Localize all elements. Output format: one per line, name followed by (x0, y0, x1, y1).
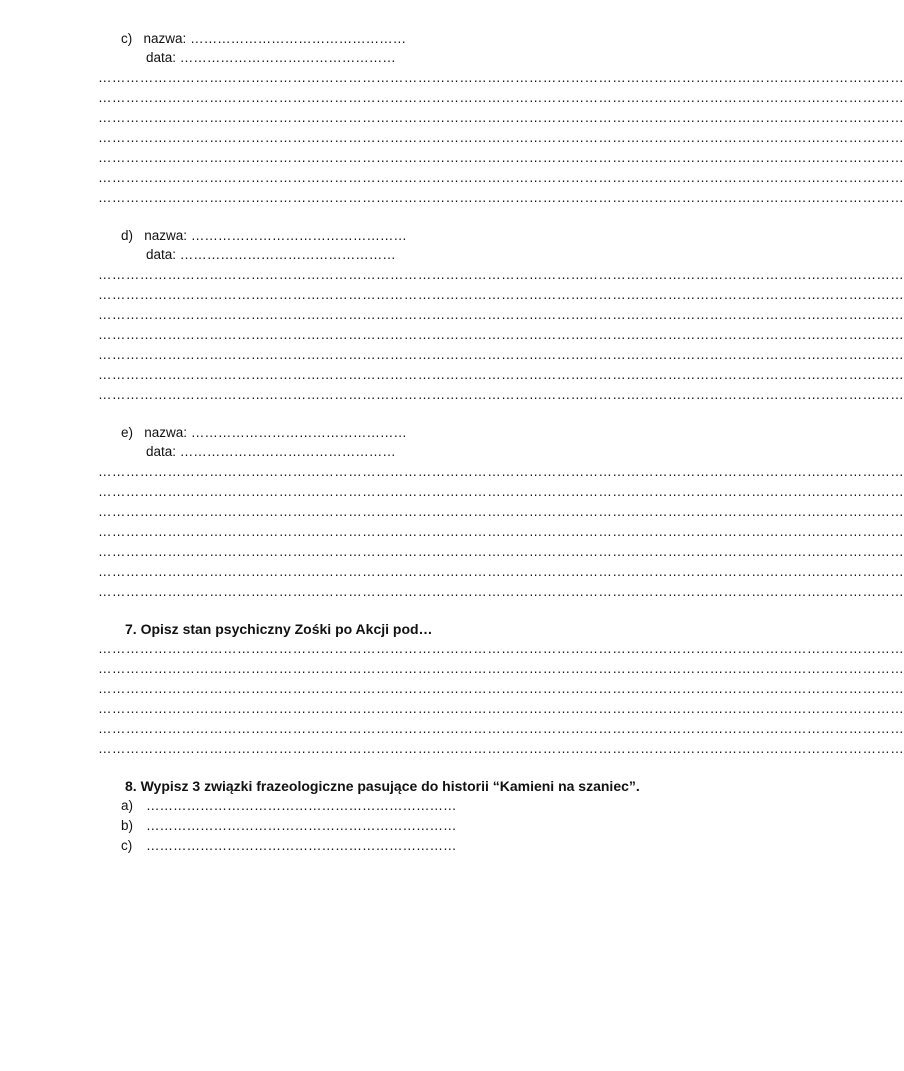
answer-dot-line[interactable]: ………………………………………………………………………………………………………………………………………………………… (98, 741, 904, 756)
item-answer-dots[interactable]: …………………………………………………………… (146, 818, 457, 833)
answer-dot-line[interactable]: ………………………………………………………………………………………………………………………………………………………… (98, 504, 904, 519)
name-label: nazwa: (143, 31, 187, 46)
answer-dot-line[interactable]: ………………………………………………………………………………………………………………………………………………………… (98, 170, 904, 185)
question-8-item-a (121, 798, 457, 814)
date-answer-dots[interactable]: ………………………………………… (179, 50, 396, 65)
answer-dot-line[interactable]: ………………………………………………………………………………………………………………………………………………………… (98, 70, 904, 85)
item-answer-dots[interactable]: …………………………………………………………… (146, 798, 457, 813)
answer-dot-line[interactable]: ………………………………………………………………………………………………………………………………………………………… (98, 110, 904, 125)
answer-dot-line[interactable]: ………………………………………………………………………………………………………………………………………………………… (98, 584, 904, 599)
date-answer-dots[interactable]: ………………………………………… (179, 247, 396, 262)
section-d-name-line (121, 228, 407, 244)
item-letter: b) (121, 818, 134, 833)
question-8-item-b (121, 818, 457, 834)
answer-dot-line[interactable]: ………………………………………………………………………………………………………………………………………………………… (98, 484, 904, 499)
answer-dot-line[interactable]: ………………………………………………………………………………………………………………………………………………………… (98, 701, 904, 716)
item-answer-dots[interactable]: …………………………………………………………… (146, 838, 457, 853)
answer-dot-line[interactable]: ………………………………………………………………………………………………………………………………………………………… (98, 347, 904, 362)
answer-dot-line[interactable]: ………………………………………………………………………………………………………………………………………………………… (98, 307, 904, 322)
section-letter: e) (121, 425, 134, 440)
answer-dot-line[interactable]: ………………………………………………………………………………………………………………………………………………………… (98, 464, 904, 479)
answer-dot-line[interactable]: ………………………………………………………………………………………………………………………………………………………… (98, 130, 904, 145)
answer-dot-line[interactable]: ………………………………………………………………………………………………………………………………………………………… (98, 544, 904, 559)
item-letter: c) (121, 838, 133, 853)
question-8-item-c (121, 838, 457, 854)
answer-dot-line[interactable]: ………………………………………………………………………………………………………………………………………………………… (98, 387, 904, 402)
date-label: data: (146, 50, 177, 65)
answer-dot-line[interactable]: ………………………………………………………………………………………………………………………………………………………… (98, 661, 904, 676)
section-c-name-line (121, 31, 406, 47)
name-label: nazwa: (144, 228, 188, 243)
question-8-title: 8. Wypisz 3 związki frazeologiczne pasujące do historii “Kamieni na szaniec”. (125, 778, 640, 794)
answer-dot-line[interactable]: ………………………………………………………………………………………………………………………………………………………… (98, 641, 904, 656)
date-answer-dots[interactable]: ………………………………………… (179, 444, 396, 459)
answer-dot-line[interactable]: ………………………………………………………………………………………………………………………………………………………… (98, 190, 904, 205)
answer-dot-line[interactable]: ………………………………………………………………………………………………………………………………………………………… (98, 721, 904, 736)
name-answer-dots[interactable]: ………………………………………… (190, 228, 407, 243)
section-e-date-line (146, 444, 396, 460)
name-answer-dots[interactable]: ………………………………………… (190, 425, 407, 440)
name-answer-dots[interactable]: ………………………………………… (190, 31, 407, 46)
section-c-date-line (146, 50, 396, 66)
section-letter: c) (121, 31, 133, 46)
answer-dot-line[interactable]: ………………………………………………………………………………………………………………………………………………………… (98, 367, 904, 382)
name-label: nazwa: (144, 425, 188, 440)
answer-dot-line[interactable]: ………………………………………………………………………………………………………………………………………………………… (98, 267, 904, 282)
date-label: data: (146, 247, 177, 262)
answer-dot-line[interactable]: ………………………………………………………………………………………………………………………………………………………… (98, 327, 904, 342)
section-e-name-line (121, 425, 407, 441)
answer-dot-line[interactable]: ………………………………………………………………………………………………………………………………………………………… (98, 287, 904, 302)
answer-dot-line[interactable]: ………………………………………………………………………………………………………………………………………………………… (98, 90, 904, 105)
answer-dot-line[interactable]: ………………………………………………………………………………………………………………………………………………………… (98, 681, 904, 696)
section-letter: d) (121, 228, 134, 243)
answer-dot-line[interactable]: ………………………………………………………………………………………………………………………………………………………… (98, 524, 904, 539)
item-letter: a) (121, 798, 134, 813)
answer-dot-line[interactable]: ………………………………………………………………………………………………………………………………………………………… (98, 564, 904, 579)
date-label: data: (146, 444, 177, 459)
question-7-title: 7. Opisz stan psychiczny Zośki po Akcji pod… (125, 621, 433, 637)
section-d-date-line (146, 247, 396, 263)
answer-dot-line[interactable]: ………………………………………………………………………………………………………………………………………………………… (98, 150, 904, 165)
